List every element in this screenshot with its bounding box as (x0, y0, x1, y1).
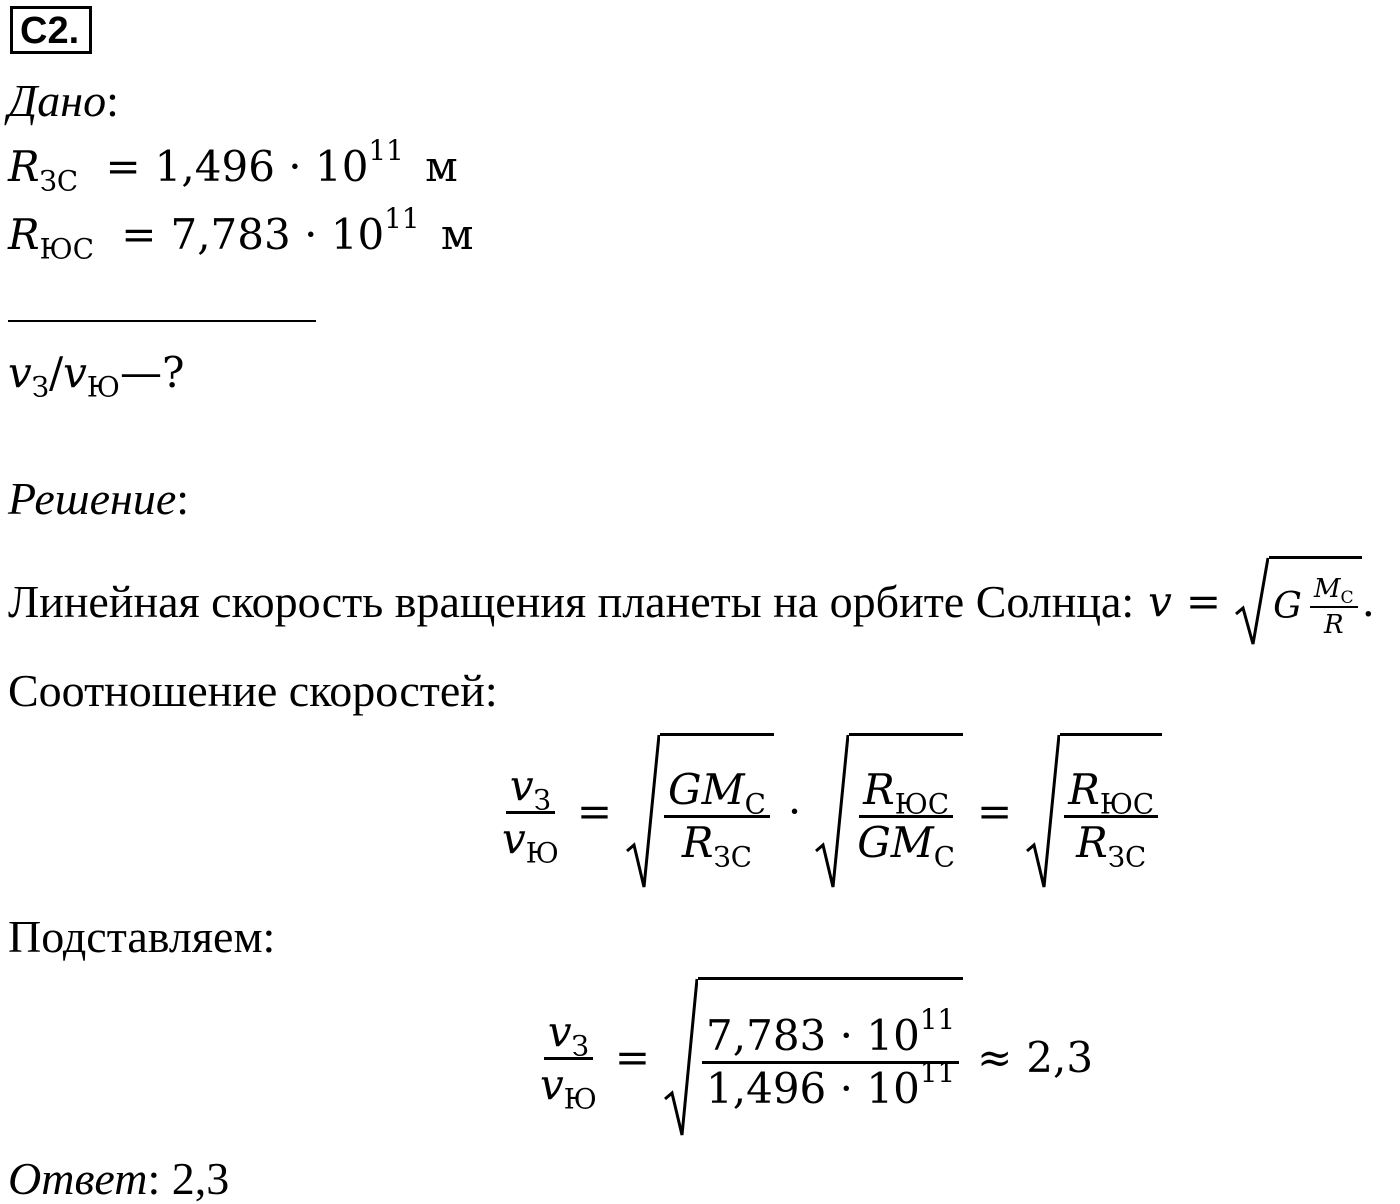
v-symbol: v (8, 348, 32, 397)
answer-label: Ответ (8, 1153, 148, 1204)
velocity-ratio-fraction (536, 1006, 601, 1116)
given-colon: : (106, 75, 119, 126)
v-subscript-jupiter: Ю (563, 1082, 597, 1116)
v-subscript-earth: З (533, 783, 551, 817)
answer-value: 2,3 (171, 1153, 230, 1204)
r-subscript-jupiter: ЮС (894, 787, 950, 821)
m-symbol: M (890, 818, 934, 867)
sqrt-sign-icon (815, 733, 849, 891)
r-symbol: R (681, 818, 714, 867)
r-subscript-earth: ЗС (1107, 840, 1147, 874)
equals-sign: = (121, 210, 157, 259)
times-dot: · (787, 787, 802, 836)
r-symbol: R (8, 210, 40, 259)
v-symbol: v (63, 348, 87, 397)
mass-over-radius-fraction (1310, 573, 1358, 640)
m-symbol: M (701, 765, 745, 814)
given-r-jupiter-sun (8, 202, 474, 266)
approx-sign: ≈ (977, 1033, 1013, 1082)
times-dot: · (839, 1011, 853, 1060)
power-exponent: 11 (384, 202, 420, 236)
equals-sign: = (614, 1033, 651, 1082)
m-symbol: M (1313, 573, 1341, 604)
r-symbol: R (1323, 609, 1344, 640)
power-exponent: 11 (919, 1056, 956, 1090)
r-subscript: ЗС (39, 164, 79, 198)
v-symbol: v (509, 760, 534, 810)
substitution-equation (536, 976, 1093, 1140)
velocity-formula (1134, 577, 1235, 626)
r-subscript-earth: ЗС (713, 840, 752, 874)
times-dot: · (304, 210, 318, 259)
solution-colon: : (176, 473, 190, 524)
v-symbol: v (540, 1059, 564, 1109)
sqrt-r-jupiter-over-gm (815, 733, 963, 891)
m-subscript: С (1340, 587, 1354, 608)
unit: м (440, 210, 474, 259)
r-subscript-jupiter: ЮС (1099, 787, 1155, 821)
v-subscript-jupiter: Ю (86, 370, 120, 404)
velocity-formula-line (8, 556, 1375, 648)
given-r-earth-sun (8, 134, 458, 198)
equals-sign: = (976, 787, 1013, 836)
unit: м (425, 142, 458, 191)
v-symbol: v (1148, 577, 1172, 626)
given-heading-line (8, 75, 119, 126)
v-subscript-jupiter: Ю (525, 836, 559, 870)
result-value: 2,3 (1026, 1033, 1094, 1082)
r-symbol: R (1068, 765, 1100, 814)
power-exponent: 11 (919, 1003, 956, 1037)
slash: / (49, 348, 64, 397)
given-heading: Дано (8, 75, 107, 126)
velocity-sentence: Линейная скорость вращения планеты на орбите Солнца: (8, 576, 1135, 627)
sqrt-gm-over-r-earth (626, 733, 774, 891)
sqrt-sign-icon (1026, 733, 1060, 891)
ratio-equation (498, 732, 1162, 892)
v-symbol: v (547, 1006, 572, 1056)
problem-number: C2. (10, 6, 92, 54)
sqrt-sign-icon (664, 977, 698, 1139)
v-subscript-earth: З (571, 1029, 589, 1063)
find-line (8, 348, 185, 404)
equals-sign: = (105, 142, 141, 191)
denominator-mantissa: 1,496 (706, 1064, 827, 1113)
g-symbol: G (857, 818, 891, 867)
v-subscript-earth: З (31, 370, 50, 404)
power-exponent: 11 (368, 134, 404, 168)
given-find-divider (8, 320, 316, 322)
times-dot: · (839, 1064, 853, 1113)
formula-period: . (1361, 577, 1375, 626)
sqrt-expression (1235, 556, 1362, 648)
find-question: —? (120, 348, 185, 397)
v-symbol: v (502, 813, 526, 863)
power-base: 10 (866, 1064, 920, 1113)
equals-sign: = (1185, 577, 1222, 626)
answer-line (8, 1153, 230, 1204)
sqrt-sign-icon (626, 733, 660, 891)
g-symbol: G (668, 765, 702, 814)
numerator-mantissa: 7,783 (706, 1011, 827, 1060)
sqrt-numeric-ratio (664, 977, 963, 1139)
equals-sign: = (576, 787, 613, 836)
r-symbol: R (1076, 818, 1108, 867)
m-subscript: С (744, 787, 766, 821)
r-subscript: ЮС (39, 232, 94, 266)
r-symbol: R (8, 142, 40, 191)
m-subscript: С (933, 840, 955, 874)
mantissa: 1,496 (154, 142, 275, 191)
power-base: 10 (330, 210, 385, 259)
power-base: 10 (315, 142, 369, 191)
sqrt-r-jupiter-over-r-earth (1026, 733, 1162, 891)
times-dot: · (288, 142, 302, 191)
g-symbol: G (1273, 585, 1302, 627)
power-base: 10 (866, 1011, 920, 1060)
velocity-ratio-fraction (498, 760, 563, 870)
solution-heading-line (8, 473, 190, 524)
solution-heading: Решение (8, 473, 177, 524)
r-symbol: R (863, 765, 895, 814)
answer-colon: : (147, 1153, 161, 1204)
ratio-sentence: Соотношение скоростей: (8, 665, 498, 716)
sqrt-sign-icon (1235, 556, 1269, 648)
mantissa: 7,783 (170, 210, 291, 259)
substitute-sentence: Подставляем: (8, 911, 276, 962)
